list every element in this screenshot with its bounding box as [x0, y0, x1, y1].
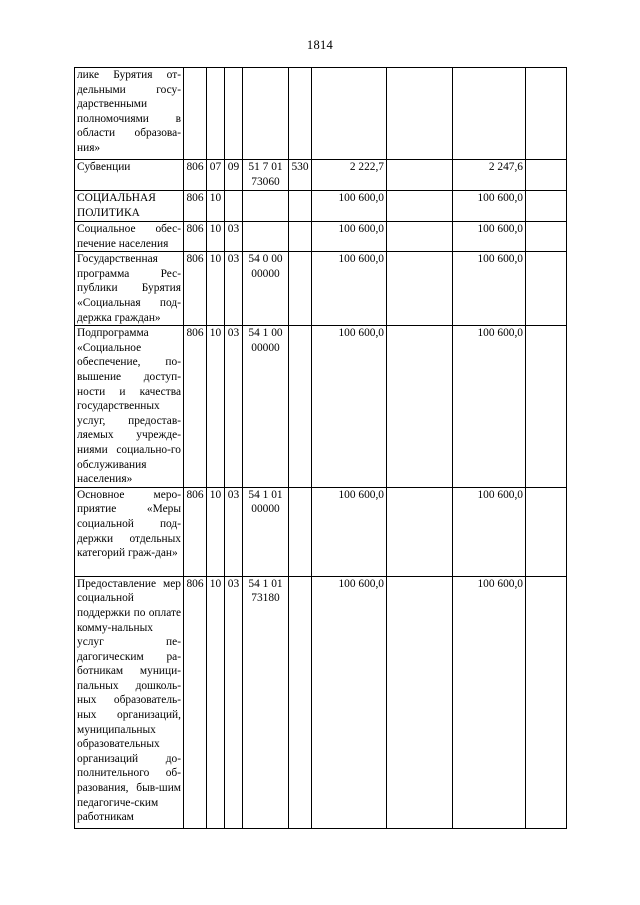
- row-sum1-cell: 100 600,0: [312, 252, 387, 326]
- row-name-cell: Социальное обес-печение населения: [75, 222, 184, 252]
- row-ved-cell: 806: [184, 222, 207, 252]
- row-sum4-cell: [526, 191, 567, 222]
- row-pr-cell: 03: [225, 252, 243, 326]
- row-sum2-cell: [387, 191, 453, 222]
- row-sum4-cell: [526, 576, 567, 828]
- table-row: [75, 160, 567, 191]
- row-pr-cell: 03: [225, 487, 243, 576]
- table-row: [75, 252, 567, 326]
- row-csr1-part: 54 1 01: [248, 577, 283, 590]
- row-rz-cell: 10: [207, 326, 225, 488]
- row-sum3-cell: [453, 68, 526, 160]
- row-sum1-cell: 100 600,0: [312, 576, 387, 828]
- table-row: [75, 487, 567, 576]
- row-vr-cell: [289, 68, 312, 160]
- row-name-cell: Основное меро-приятие «Меры социальной под-держки отдельных категорий граж-дан»: [75, 487, 184, 576]
- row-csr2-part: 00000: [251, 341, 280, 354]
- row-csr-cell: [243, 252, 289, 326]
- row-sum2-cell: [387, 222, 453, 252]
- page-number: 1814: [306, 38, 334, 52]
- row-csr1-part: 54 1 00: [248, 327, 283, 340]
- row-pr-cell: 03: [225, 576, 243, 828]
- row-csr2-part: 73180: [251, 592, 280, 605]
- budget-table: [74, 67, 567, 829]
- row-csr2-part: 00000: [251, 503, 280, 516]
- row-pr-cell: 09: [225, 160, 243, 191]
- row-csr2-part: 00000: [251, 267, 280, 280]
- row-pr-cell: [225, 68, 243, 160]
- row-sum3-cell: 100 600,0: [453, 487, 526, 576]
- row-vr-cell: [289, 252, 312, 326]
- row-vr-cell: [289, 222, 312, 252]
- row-rz-cell: 10: [207, 252, 225, 326]
- table-row: [75, 191, 567, 222]
- row-csr1-part: 54 0 00: [248, 253, 283, 266]
- row-ved-cell: 806: [184, 160, 207, 191]
- row-sum4-cell: [526, 487, 567, 576]
- row-sum1-cell: 100 600,0: [312, 487, 387, 576]
- row-csr-cell: [243, 326, 289, 488]
- row-name-cell: Государственная программа Рес-публики Бурятия «Социальная под-держка граждан»: [75, 252, 184, 326]
- row-name-cell: лике Бурятия от-дельными госу-дарственными полномочиями в области образова-ния»: [75, 68, 184, 160]
- row-sum2-cell: [387, 68, 453, 160]
- row-rz-cell: 10: [207, 487, 225, 576]
- table-row: [75, 222, 567, 252]
- row-rz-cell: 10: [207, 576, 225, 828]
- row-csr1-part: 54 1 01: [248, 488, 283, 501]
- row-name-cell: Субвенции: [75, 160, 184, 191]
- row-pr-cell: 03: [225, 326, 243, 488]
- row-name-cell: Подпрограмма «Социальное обеспечение, по-вышение доступ-ности и качества государственных услуг, предостав-ляемых учрежде-ниями социально-го обслуживания населения»: [75, 326, 184, 488]
- row-name-cell: Предоставление мер социальной поддержки по оплате комму-нальных услуг пе-дагогическим ра-ботникам муници-пальных дошколь-ных образователь-ных организаций, муниципальных образовательных организаций до-полнительного об-разования, быв-шим педагогиче-ским работникам: [75, 576, 184, 828]
- row-vr-cell: [289, 576, 312, 828]
- row-vr-cell: 530: [289, 160, 312, 191]
- row-csr-cell: [243, 68, 289, 160]
- row-sum4-cell: [526, 252, 567, 326]
- row-pr-cell: 03: [225, 222, 243, 252]
- row-csr1-part: 51 7 01: [248, 161, 283, 173]
- row-ved-cell: 806: [184, 487, 207, 576]
- row-sum1-cell: 2 222,7: [312, 160, 387, 191]
- row-sum4-cell: [526, 326, 567, 488]
- row-csr2-part: 73060: [251, 175, 280, 188]
- row-csr-cell: [243, 222, 289, 252]
- budget-table-body: [75, 68, 567, 829]
- row-sum4-cell: [526, 160, 567, 191]
- row-sum3-cell: 100 600,0: [453, 576, 526, 828]
- row-sum4-cell: [526, 222, 567, 252]
- row-rz-cell: 10: [207, 222, 225, 252]
- row-ved-cell: 806: [184, 576, 207, 828]
- row-vr-cell: [289, 191, 312, 222]
- row-sum4-cell: [526, 68, 567, 160]
- table-row: [75, 576, 567, 828]
- row-sum2-cell: [387, 160, 453, 191]
- row-pr-cell: [225, 191, 243, 222]
- row-sum2-cell: [387, 487, 453, 576]
- row-vr-cell: [289, 487, 312, 576]
- row-csr-cell: [243, 576, 289, 828]
- row-sum3-cell: 100 600,0: [453, 326, 526, 488]
- row-sum3-cell: 100 600,0: [453, 191, 526, 222]
- row-ved-cell: [184, 68, 207, 160]
- row-sum3-cell: 2 247,6: [453, 160, 526, 191]
- row-rz-cell: [207, 68, 225, 160]
- row-vr-cell: [289, 326, 312, 488]
- row-sum1-cell: [312, 68, 387, 160]
- row-csr-cell: [243, 191, 289, 222]
- row-sum3-cell: 100 600,0: [453, 252, 526, 326]
- row-ved-cell: 806: [184, 252, 207, 326]
- row-csr-cell: [243, 160, 289, 191]
- table-row: [75, 326, 567, 488]
- row-sum1-cell: 100 600,0: [312, 326, 387, 488]
- row-ved-cell: 806: [184, 326, 207, 488]
- row-sum3-cell: 100 600,0: [453, 222, 526, 252]
- row-sum2-cell: [387, 252, 453, 326]
- row-rz-cell: 10: [207, 191, 225, 222]
- row-sum1-cell: 100 600,0: [312, 222, 387, 252]
- row-sum1-cell: 100 600,0: [312, 191, 387, 222]
- row-sum2-cell: [387, 326, 453, 488]
- row-name-cell: СОЦИАЛЬНАЯ ПОЛИТИКА: [75, 191, 184, 222]
- row-ved-cell: 806: [184, 191, 207, 222]
- row-rz-cell: 07: [207, 160, 225, 191]
- row-sum2-cell: [387, 576, 453, 828]
- row-csr-cell: [243, 487, 289, 576]
- table-row: [75, 68, 567, 160]
